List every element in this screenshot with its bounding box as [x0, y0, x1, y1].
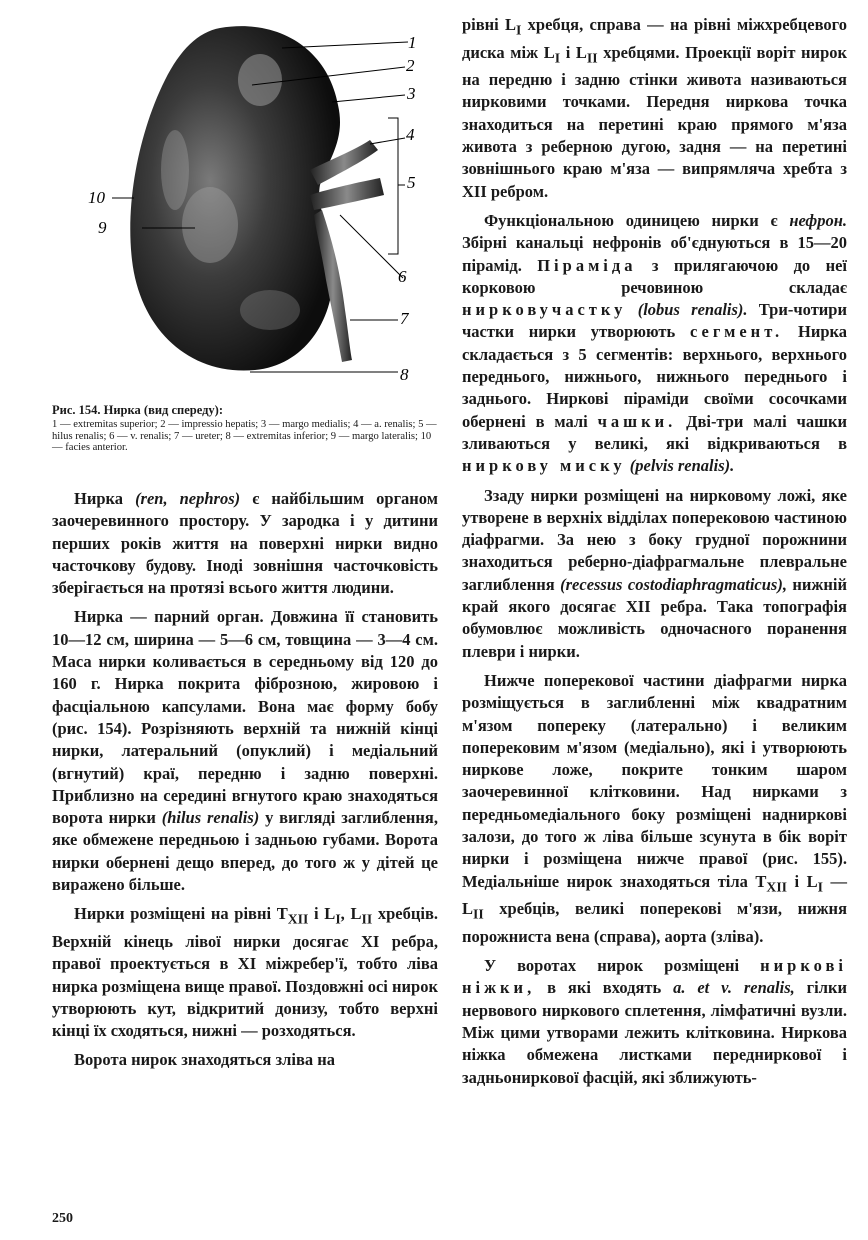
paragraph-text: і L	[560, 42, 587, 62]
paragraph-text: Нирка — парний орган. Довжина її становить 10—12 см, ширина — 5—6 см, товщина — 3—4 см. Маса нирки коливається в середньому від 120 до 160 г. Нирка покрита фіброзною, жировою і фасціальною капсулами. Вона має форму бобу (рис. 154). Розрізняють верхній та нижній кінці нирки, латеральний (опуклий) і медіальний (вгнутий) краї, передню і задню поверхні. Приблизно на середині вгнутого краю знаходяться ворота нирки	[52, 607, 438, 828]
latin-term: (hilus renalis)	[161, 808, 260, 828]
paragraph-text: Нирка складається з 5 сегментів: верхнього, верхнього переднього, нижнього, нижнього переднього і заднього. Ниркові піраміди своїми сосочками обернені в малі	[462, 322, 848, 431]
subscript: II	[473, 906, 484, 922]
subscript: II	[586, 49, 598, 65]
figure-label-1: 1	[408, 33, 417, 52]
figure-label-4: 4	[406, 125, 415, 144]
paragraph-text: Три-чотири частки нирки утворюють	[462, 300, 847, 342]
figure-label-6: 6	[398, 267, 407, 286]
subscript: I	[554, 49, 561, 65]
paragraph-text: і L	[308, 904, 336, 924]
paragraph-text: є найбільшим органом заочеревинного простору. У зародка і у дитини перших років життя на поверхні нирки видно часточкову будову. Іноді зовнішня часточковість зберігається на протязі всього життя людини.	[52, 489, 438, 598]
paragraph-text: в які входять	[547, 978, 662, 998]
paragraph-text: Ворота нирок знаходяться зліва на	[74, 1050, 335, 1070]
subscript: II	[361, 911, 373, 927]
paragraph-text: У воротах нирок розміщені	[484, 956, 740, 976]
subscript: XII	[766, 878, 788, 894]
caption-title: Рис. 154. Нирка (вид спереду):	[52, 403, 223, 417]
figure-caption	[52, 403, 442, 454]
kidney-illustration	[70, 10, 450, 398]
subscript: XII	[287, 911, 309, 927]
latin-term: (recessus costodiaphragmaticus),	[560, 574, 787, 594]
paragraph-text: рівні L	[462, 15, 517, 34]
term: чашки.	[597, 411, 677, 431]
paragraph	[462, 14, 847, 203]
term: сегмент.	[690, 322, 784, 342]
subscript: I	[335, 911, 341, 927]
paragraph-text: нижній край якого досягає XII ребра. Така топографія обумовлює можливість одночасного поранення плеври і нирки.	[462, 574, 847, 661]
right-column	[462, 14, 847, 1089]
paragraph-text: Нирки розміщені на рівні T	[74, 904, 288, 924]
term: ниркову миску	[462, 456, 626, 476]
latin-term: (ren, nephros)	[135, 489, 241, 508]
paragraph-text: хребця, справа — на рівні міжхребцевого диска між L	[462, 15, 847, 62]
paragraph-text: Ззаду нирки розміщені на нирковому ложі, яке утворене в верхніх відділах поперековою частиною діафрагми. За нею з боку грудної порожнини знаходиться реберно-діафрагмальне плевральне заглиблення	[462, 485, 847, 594]
term: нефрон.	[789, 210, 847, 230]
paragraph	[462, 955, 847, 1089]
paragraph-text: — L	[462, 871, 847, 919]
paragraph	[52, 903, 438, 1042]
paragraph-text: хребців, великі поперекові м'язи, нижня порожниста вена (справа), аорта (зліва).	[462, 899, 847, 946]
paragraph	[462, 485, 847, 663]
subscript: I	[516, 22, 522, 38]
figure-label-8: 8	[400, 365, 409, 384]
paragraph-text: хребцями. Проекції воріт нирок на передню і задню стінки живота називаються нирковими точками. Передня ниркова точка знаходиться на перетині краю прямого м'яза живота з реберною дугою, задня — на перетині зовнішнього краю м'яза — випрямляча хребта з XII ребром.	[462, 42, 848, 201]
paragraph-text: гілки нервового ниркового сплетення, лімфатичні вузли. Між цими утворами лежить клітковина. Ниркова ніжка обмежена листками передниркової і задньониркової фасцій, які зближують-	[462, 978, 848, 1087]
page-number: 250	[52, 1211, 73, 1226]
paragraph-text: з прилягаючою до неї корковою речовиною складає	[462, 255, 848, 297]
paragraph-text: Дві-три малі чашки зливаються у великі, які відкриваються в	[462, 411, 848, 453]
paragraph-text: Функціональною одиницею нирки є	[484, 210, 778, 230]
paragraph-text: Збірні канальці нефронів об'єднуються в 15—20 пірамід.	[462, 233, 847, 275]
figure-label-5: 5	[407, 173, 416, 192]
paragraph	[52, 606, 438, 896]
renal-vessels	[310, 140, 384, 362]
paragraph-text: , L	[340, 904, 362, 924]
caption-legend: 1 — extremitas superior; 2 — impressio hepatis; 3 — margo medialis; 4 — a. renalis; 5 — hilus renalis; 6 — v. renalis; 7 — ureter; 8 — extremitas inferior; 9 — margo lateralis; 10 — facies anterior.	[52, 419, 437, 454]
figure-label-9: 9	[98, 218, 107, 237]
paragraph	[462, 210, 847, 478]
term: ниркові ніжки,	[462, 956, 847, 998]
paragraph	[52, 1049, 438, 1071]
term: Піраміда	[537, 255, 637, 275]
paragraph-text: у вигляді заглиблення, яке обмежене передньою і задньою губами. Ворота нирки обернені дещо вперед, до того ж у дітей це виражено більше.	[52, 808, 438, 895]
paragraph-text: і L	[787, 871, 818, 891]
term: нирковучастку	[462, 300, 627, 320]
figure-label-7: 7	[400, 309, 409, 328]
kidney-shape	[130, 26, 340, 370]
latin-term: (lobus renalis).	[637, 300, 748, 320]
paragraph	[462, 670, 847, 948]
latin-term: a. et v. renalis,	[673, 978, 795, 998]
figure-label-3: 3	[407, 84, 416, 103]
left-column	[52, 488, 438, 1072]
paragraph-text: Нижче поперекової частини діафрагми нирка розміщується в заглибленні між квадратним м'язом попереку (латерально) і великим поперековим м'язом (медіально), які і утворюють ниркове ложе, покрите тонким шаром заочеревинної клітковини. Над нирками з передньомедіального боку розміщені надниркові залози, до того ж ліва більше зсунута в бік воріт нирки і розміщена нижче правої (рис. 155). Медіальніше нирок знаходяться тіла T	[462, 670, 847, 891]
term: Нирка	[74, 489, 124, 508]
figure-label-10: 10	[88, 188, 105, 207]
paragraph-text: хребців. Верхній кінець лівої нирки досягає XI ребра, правої проектується в XI міжребер'ї, тобто ліва нирка розміщена вище правої. Поздовжні осі нирок утворюють кут, відкритий донизу, тобто верхні кінці їх сходяться, нижні — розходяться.	[52, 904, 438, 1041]
subscript: I	[817, 878, 823, 894]
paragraph	[52, 488, 438, 599]
latin-term: (pelvis renalis).	[629, 456, 735, 476]
figure-label-2: 2	[406, 56, 415, 75]
